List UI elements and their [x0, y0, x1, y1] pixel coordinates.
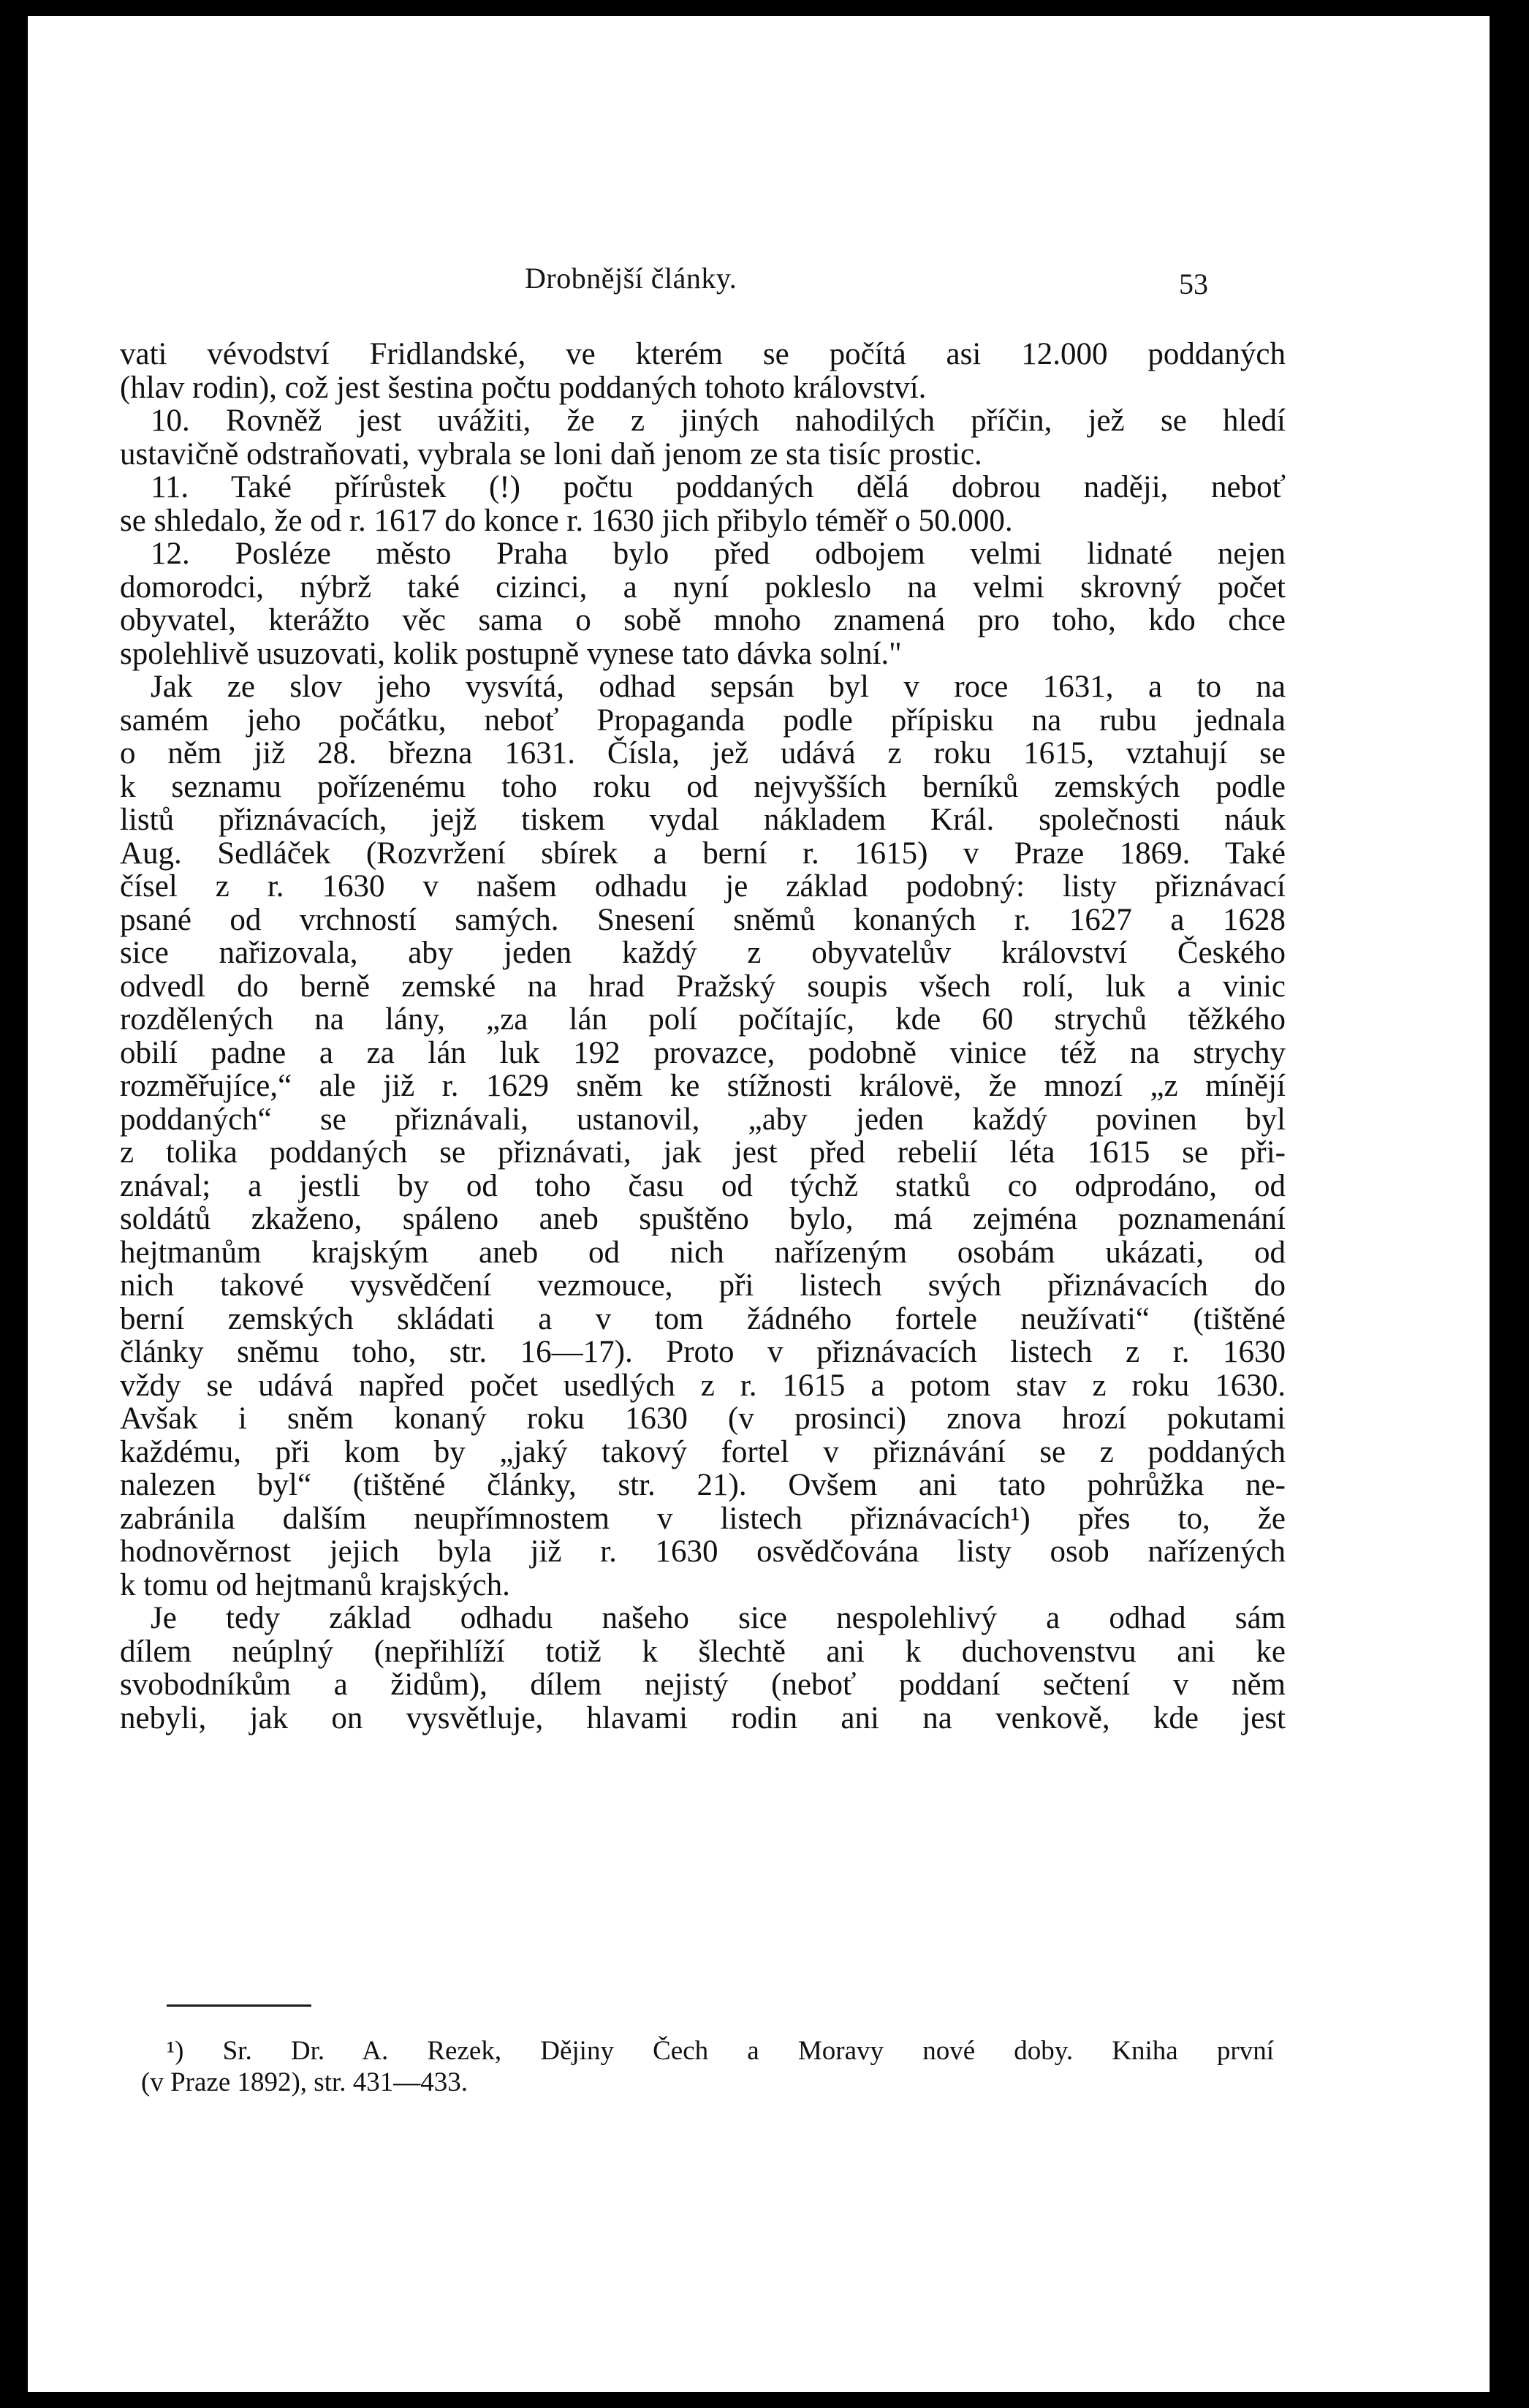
text-line: soldátů zkaženo, spáleno aneb spuštěno bylo, má zejména poznamenání [120, 1202, 1286, 1236]
text-line: hodnověrnost jejich byla již r. 1630 osvědčována listy osob nařízených [120, 1534, 1286, 1569]
text-line: domorodci, nýbrž také cizinci, a nyní pokleslo na velmi skrovný počet [120, 569, 1286, 605]
running-head: Drobnější články. [525, 262, 737, 295]
text-line: Jak ze slov jeho vysvítá, odhad sepsán byl v roce 1631, a to na [151, 670, 1286, 704]
text-line: 10. Rovněž jest uvážiti, že z jiných nahodilých příčin, jež se hledí [151, 404, 1286, 438]
text-line: obilí padne a za lán luk 192 provazce, podobně vinice též na strychy [120, 1035, 1286, 1070]
text-line: k tomu od hejtmanů krajských. [120, 1567, 510, 1602]
text-line: ustavičně odstraňovati, vybrala se loni daň jenom ze sta tisíc prostic. [120, 436, 982, 472]
text-line: Je tedy základ odhadu našeho sice nespolehlivý a odhad sám [151, 1601, 1286, 1635]
page-header [28, 261, 1490, 305]
text-line: nich takové vysvědčení vezmouce, při listech svých přiznávacích do [120, 1268, 1286, 1303]
text-line: k seznamu pořízenému toho roku od nejvyšších berníků zemských podle [120, 769, 1286, 804]
text-line: psané od vrchností samých. Snesení sněmů konaných r. 1627 a 1628 [120, 902, 1286, 937]
text-line: (hlav rodin), což jest šestina počtu poddaných tohoto království. [120, 370, 927, 405]
text-line: odvedl do berně zemské na hrad Pražský soupis všech rolí, luk a vinic [120, 969, 1286, 1004]
text-line: vždy se udává napřed počet usedlých z r. 1615 a potom stav z roku 1630. [120, 1368, 1286, 1403]
text-line: spolehlivě usuzovati, kolik postupně vynese tato dávka solní." [120, 636, 902, 671]
text-line: čísel z r. 1630 v našem odhadu je základ podobný: listy přiznávací [120, 869, 1286, 904]
text-line: poddaných“ se přiznávali, ustanovil, „aby jeden každý povinen byl [120, 1102, 1286, 1137]
text-line: zabránila dalším neupřímnostem v listech přiznávacích¹) přes to, že [120, 1501, 1286, 1536]
footnote-divider [167, 2004, 311, 2007]
text-line: samém jeho počátku, neboť Propaganda podle přípisku na rubu jednala [120, 703, 1286, 738]
text-line: dílem neúplný (nepřihlíží totiž k šlechtě ani k duchovenstvu ani ke [120, 1634, 1286, 1669]
footnotes [141, 2035, 1274, 2098]
page-number: 53 [1179, 268, 1208, 300]
text-line: rozměřujíce,“ ale již r. 1629 sněm ke stížnosti královë, že mnozí „z mínějí [120, 1069, 1286, 1103]
text-line: hejtmanům krajským aneb od nich nařízeným osobám ukázati, od [120, 1235, 1286, 1270]
text-line: listů přiznávacích, jejž tiskem vydal nákladem Král. společnosti náuk [120, 803, 1286, 837]
text-line: Aug. Sedláček (Rozvržení sbírek a berní r. 1615) v Praze 1869. Také [120, 836, 1286, 871]
text-line: články sněmu toho, str. 16—17). Proto v přiznávacích listech z r. 1630 [120, 1335, 1286, 1369]
text-line: znával; a jestli by od toho času od týchž statků co odprodáno, od [120, 1168, 1286, 1203]
text-line: 11. Také přírůstek (!) počtu poddaných dělá dobrou naději, neboť [151, 470, 1286, 504]
text-line: se shledalo, že od r. 1617 do konce r. 1630 jich přibylo téměř o 50.000. [120, 503, 1013, 538]
text-line: nebyli, jak on vysvětluje, hlavami rodin ani na venkově, kde jest [120, 1700, 1286, 1735]
text-line: Avšak i sněm konaný roku 1630 (v prosinci) znova hrozí pokutami [120, 1401, 1286, 1436]
footnote-line: (v Praze 1892), str. 431—433. [141, 2067, 468, 2097]
text-line: každému, při kom by „jaký takový fortel v přiznávání se z poddaných [120, 1434, 1286, 1469]
text-line: rozdělených na lány, „za lán polí počítajíc, kde 60 strychů těžkého [120, 1002, 1286, 1037]
body-text [120, 338, 1286, 1735]
text-line: 12. Posléze město Praha bylo před odbojem velmi lidnaté nejen [151, 537, 1286, 571]
text-line: z tolika poddaných se přiznávati, jak jest před rebelií léta 1615 se při- [120, 1135, 1286, 1170]
text-line: nalezen byl“ (tištěné články, str. 21). Ovšem ani tato pohrůžka ne- [120, 1468, 1286, 1502]
text-line: obyvatel, kterážto věc sama o sobě mnoho znamená pro toho, kdo chce [120, 603, 1286, 637]
footnote-line: ¹) Sr. Dr. A. Rezek, Dějiny Čech a Moravy nové doby. Kniha první [167, 2036, 1274, 2066]
text-line: vati vévodství Fridlandské, ve kterém se počítá asi 12.000 poddaných [120, 337, 1286, 371]
text-line: sice nařizovala, aby jeden každý z obyvatelův království Českého [120, 936, 1286, 970]
text-line: svobodníkům a židům), dílem nejistý (neboť poddaní sečtení v něm [120, 1667, 1286, 1702]
text-line: o něm již 28. března 1631. Čísla, jež udává z roku 1615, vztahují se [120, 736, 1286, 771]
book-page [28, 16, 1490, 2392]
text-line: berní zemských skládati a v tom žádného fortele neužívati“ (tištěné [120, 1301, 1286, 1336]
